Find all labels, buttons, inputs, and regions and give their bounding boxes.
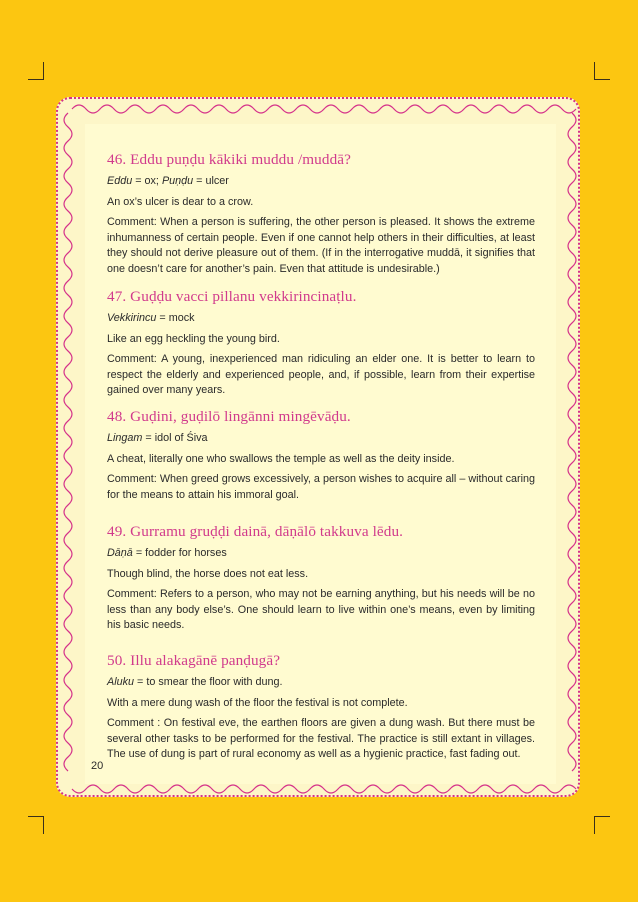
crop-mark-top-right-h bbox=[594, 79, 610, 80]
proverb-entry-46 bbox=[107, 151, 535, 277]
comment-text: Comment: When greed grows excessively, a person wishes to acquire all – without caring for the means to attain his immoral goal. bbox=[107, 473, 535, 501]
gloss-term: Eddu bbox=[107, 175, 133, 187]
literal-translation: Though blind, the horse does not eat less. bbox=[107, 567, 309, 580]
gloss-line bbox=[107, 546, 535, 562]
proverb-title: 50. Illu alakagānē panḍugā? bbox=[107, 652, 281, 669]
crop-mark-top-right-v bbox=[594, 62, 595, 80]
gloss-line bbox=[107, 675, 535, 691]
gloss-term: Lingam bbox=[107, 432, 143, 444]
comment-text: Comment : On festival eve, the earthen floors are given a dung wash. But there must be several other tasks to be performed for the festival. The practice is still extant in villages. The use of dung is part of rural economy as well as a hygienic practice, fast fading out. bbox=[107, 717, 535, 760]
gloss-meaning: = idol of Śiva bbox=[145, 432, 208, 444]
crop-mark-bottom-right-h bbox=[594, 816, 610, 817]
gloss-meaning: = to smear the floor with dung. bbox=[137, 676, 283, 688]
proverb-entry-47 bbox=[107, 288, 535, 399]
crop-mark-bottom-left-v bbox=[43, 816, 44, 834]
comment-text: Comment: Refers to a person, who may not be earning anything, but his needs will be no less than any body else’s. One should learn to live within one’s means, even by limiting his basic needs. bbox=[107, 588, 535, 631]
literal-translation: An ox’s ulcer is dear to a crow. bbox=[107, 195, 254, 208]
crop-mark-top-left-v bbox=[43, 62, 44, 80]
proverb-title: 48. Guḍini, guḍilō lingānni mingēvāḍu. bbox=[107, 408, 351, 425]
gloss-term: Dāṇā bbox=[107, 547, 133, 559]
crop-mark-bottom-left-h bbox=[28, 816, 44, 817]
literal-translation: A cheat, literally one who swallows the temple as well as the deity inside. bbox=[107, 452, 455, 465]
page-number: 20 bbox=[91, 760, 104, 772]
gloss-meaning: = fodder for horses bbox=[135, 547, 227, 559]
gloss-term: Vekkirincu bbox=[107, 312, 157, 324]
gloss-meaning: = mock bbox=[159, 312, 195, 324]
gloss-line bbox=[107, 311, 535, 327]
comment-text: Comment: A young, inexperienced man ridiculing an elder one. It is better to learn to respect the elderly and experienced people, and, if possible, learn from their expertise gained over many years. bbox=[107, 353, 535, 396]
gloss-meaning: = ulcer bbox=[196, 175, 229, 187]
gloss-meaning: = ox; bbox=[135, 175, 159, 187]
proverb-title: 49. Gurramu gruḍḍi dainā, dāṇālō takkuva lēdu. bbox=[107, 523, 404, 540]
gloss-line bbox=[107, 431, 535, 447]
crop-mark-bottom-right-v bbox=[594, 816, 595, 834]
comment-text: Comment: When a person is suffering, the other person is pleased. It shows the extreme inhumanness of certain people. Even if one cannot help others in their difficulties, at least they should not derive pleasure out of them. (If in the interrogative muddā, it signifies that one doesn’t care for another’s pain. Even that attitude is undesirable.) bbox=[107, 216, 535, 275]
proverb-title: 46. Eddu puṇḍu kākiki muddu /muddā? bbox=[107, 151, 351, 168]
gloss-term: Aluku bbox=[107, 676, 135, 688]
crop-mark-top-left-h bbox=[28, 79, 44, 80]
gloss-term: Puṇḍu bbox=[161, 175, 194, 187]
literal-translation: With a mere dung wash of the floor the festival is not complete. bbox=[107, 696, 408, 709]
proverb-entry-48 bbox=[107, 408, 535, 503]
proverb-entry-49 bbox=[107, 523, 535, 634]
literal-translation: Like an egg heckling the young bird. bbox=[107, 332, 280, 345]
proverb-entry-50 bbox=[107, 652, 535, 763]
gloss-line bbox=[107, 174, 535, 190]
proverb-title: 47. Guḍḍu vacci pillanu vekkirincinaṭlu. bbox=[107, 288, 357, 305]
